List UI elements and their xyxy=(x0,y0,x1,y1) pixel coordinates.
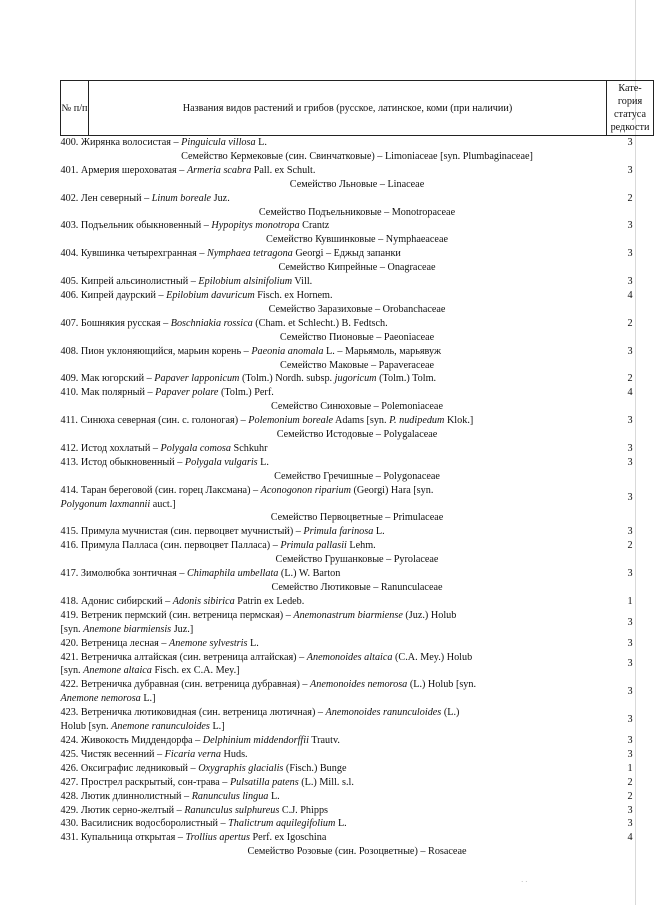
species-name: 429. Лютик серно-желтый – Ranunculus sulphureus C.J. Phipps xyxy=(60,804,329,816)
status-category: 3 xyxy=(627,442,633,454)
family-heading: Семейство Пионовые – Paeoniaceae xyxy=(279,331,435,343)
species-row xyxy=(61,525,654,539)
species-name: 418. Адонис сибирский – Adonis sibirica Patrin ex Ledeb. xyxy=(60,595,305,607)
status-category: 3 xyxy=(627,568,633,580)
species-row xyxy=(61,637,654,651)
status-category: 1 xyxy=(627,595,633,607)
family-row xyxy=(61,206,654,220)
family-heading: Семейство Лютиковые – Ranunculaceae xyxy=(271,582,443,593)
status-category: 3 xyxy=(627,345,633,357)
species-row xyxy=(61,609,654,637)
family-row xyxy=(61,150,654,164)
species-name: 431. Купальница открытая – Trollius apertus Perf. ex Igoschina xyxy=(60,832,327,844)
family-row xyxy=(61,303,654,317)
family-heading: Семейство Истодовые – Polygalaceae xyxy=(276,429,438,441)
family-row xyxy=(61,331,654,345)
species-row xyxy=(61,219,654,233)
species-name: 424. Живокость Миддендорфа – Delphinium middendorffii Trautv. xyxy=(60,734,340,746)
family-heading: Семейство Заразиховые – Orobanchaceae xyxy=(268,303,446,315)
table-header xyxy=(61,81,654,136)
species-name: 421. Ветреничка алтайская (син. ветреница алтайская) – Anemonoides altaica (C.A. Mey.) Holub [syn. Anemone altaica Fisch. ex C.A. Mey.] xyxy=(60,651,473,677)
family-heading: Семейство Синюховые – Polemoniaceae xyxy=(271,401,443,413)
status-category: 2 xyxy=(627,790,633,802)
family-heading: Семейство Грушанковые – Pyrolaceae xyxy=(275,554,439,566)
species-row xyxy=(61,734,654,748)
family-row xyxy=(61,178,654,192)
species-name: 406. Кипрей даурский – Epilobium davuricum Fisch. ex Hornem. xyxy=(60,289,333,301)
status-category: 3 xyxy=(627,456,633,468)
species-name: 420. Ветреница лесная – Anemone sylvestris L. xyxy=(60,637,259,649)
status-category: 3 xyxy=(627,658,633,670)
family-heading: Семейство Кермековые (син. Свинчатковые) – Limoniaceae [syn. Plumbaginaceae] xyxy=(181,150,533,162)
species-row xyxy=(61,567,654,581)
status-category: 3 xyxy=(627,748,633,760)
species-name: 401. Армерия шероховатая – Armeria scabra Pall. ex Schult. xyxy=(60,164,316,176)
species-name: 417. Зимолюбка зонтичная – Chimaphila umbellata (L.) W. Barton xyxy=(60,568,341,580)
species-name: 405. Кипрей альсинолистный – Epilobium alsinifolium Vill. xyxy=(60,276,313,288)
status-category: 2 xyxy=(627,317,633,329)
species-row xyxy=(61,386,654,400)
species-name: 422. Ветреничка дубравная (син. ветреница дубравная) – Anemonoides nemorosa (L.) Holub [syn. Anemone nemorosa L.] xyxy=(60,679,477,705)
family-heading: Семейство Маковые – Papaveraceae xyxy=(279,359,435,371)
family-row xyxy=(61,470,654,484)
species-row xyxy=(61,748,654,762)
status-category: 3 xyxy=(627,137,633,148)
species-name: 427. Прострел раскрытый, сон-трава – Pulsatilla patens (L.) Mill. s.l. xyxy=(60,776,354,788)
header-status-category: Кате-гория статуса редкости xyxy=(607,81,654,136)
species-name: 409. Мак югорский – Papaver lapponicum (Tolm.) Nordh. subsp. jugoricum (Tolm.) Tolm. xyxy=(60,373,437,385)
status-category: 3 xyxy=(627,616,633,628)
species-row xyxy=(61,247,654,261)
family-heading: Семейство Первоцветные – Primulaceae xyxy=(270,512,444,524)
species-row xyxy=(61,192,654,206)
species-name: 402. Лен северный – Linum boreale Juz. xyxy=(60,192,230,204)
family-heading: Семейство Розовые (син. Розоцветные) – Rosaceae xyxy=(247,846,467,858)
red-book-species-table xyxy=(60,80,654,859)
status-category: 3 xyxy=(627,415,633,427)
family-heading: Семейство Подъельниковые – Monotropaceae xyxy=(258,206,456,218)
species-name: 425. Чистяк весенний – Ficaria verna Huds. xyxy=(60,748,248,760)
status-category: 3 xyxy=(627,686,633,698)
family-heading: Семейство Кипрейные – Onagraceae xyxy=(278,262,436,274)
species-row xyxy=(61,539,654,553)
table-body xyxy=(61,136,654,860)
family-row xyxy=(61,553,654,567)
species-name: 404. Кувшинка четырехгранная – Nymphaea tetragona Georgi – Еджыд запанки xyxy=(60,248,401,260)
species-row xyxy=(61,442,654,456)
family-heading: Семейство Кувшинковые – Nymphaeaceae xyxy=(265,234,448,246)
species-name: 423. Ветреничка лютиковидная (син. ветреница лютичная) – Anemonoides ranunculoides (L.) Holub [syn. Anemone ranunculoides L.] xyxy=(60,707,460,733)
species-row xyxy=(61,762,654,776)
species-row xyxy=(61,136,654,150)
family-heading: Семейство Гречишные – Polygonaceae xyxy=(274,470,440,482)
species-row xyxy=(61,275,654,289)
species-row xyxy=(61,456,654,470)
status-category: 3 xyxy=(627,164,633,176)
family-heading: Семейство Льновые – Linaceae xyxy=(289,178,425,190)
status-category: 3 xyxy=(627,818,633,830)
status-category: 3 xyxy=(627,491,633,503)
family-row xyxy=(61,581,654,595)
species-row xyxy=(61,164,654,178)
family-row xyxy=(61,845,654,859)
status-category: 3 xyxy=(627,734,633,746)
header-number: № п/п xyxy=(61,81,89,136)
status-category: 3 xyxy=(627,276,633,288)
species-row xyxy=(61,345,654,359)
species-row xyxy=(61,776,654,790)
species-row xyxy=(61,289,654,303)
family-row xyxy=(61,233,654,247)
status-category: 4 xyxy=(627,387,633,399)
status-category: 4 xyxy=(627,832,633,844)
species-row xyxy=(61,414,654,428)
status-category: 3 xyxy=(627,248,633,260)
species-name: 411. Синюха северная (син. с. голоногая) – Polemonium boreale Adams [syn. P. nudipedum Klok.] xyxy=(60,415,474,427)
status-category: 3 xyxy=(627,637,633,649)
species-row xyxy=(61,804,654,818)
status-category: 2 xyxy=(627,540,633,552)
species-name: 414. Таран береговой (син. горец Лаксмана) – Aconogonon riparium (Georgi) Hara [syn. Polygonum laxmannii auct.] xyxy=(60,484,434,510)
species-row xyxy=(61,317,654,331)
status-category: 2 xyxy=(627,776,633,788)
status-category: 4 xyxy=(627,289,633,301)
family-row xyxy=(61,261,654,275)
species-name: 403. Подъельник обыкновенный – Hypopitys monotropa Crantz xyxy=(60,220,330,232)
species-row xyxy=(61,595,654,609)
species-name: 430. Василисник водосборолистный – Thalictrum aquilegifolium L. xyxy=(60,818,347,830)
species-row xyxy=(61,484,654,512)
species-row xyxy=(61,372,654,386)
species-row xyxy=(61,790,654,804)
family-row xyxy=(61,400,654,414)
species-name: 410. Мак полярный – Papaver polare (Tolm.) Perf. xyxy=(60,387,274,399)
species-row xyxy=(61,817,654,831)
header-species-names: Названия видов растений и грибов (русское, латинское, коми (при наличии) xyxy=(89,81,607,136)
species-row xyxy=(61,831,654,845)
family-row xyxy=(61,359,654,373)
species-name: 407. Бошнякия русская – Boschniakia rossica (Cham. et Schlecht.) B. Fedtsch. xyxy=(60,317,388,329)
species-name: 408. Пион уклоняющийся, марьин корень – Paeonia anomala L. – Марьямоль, марьявуж xyxy=(60,345,441,357)
species-row xyxy=(61,678,654,706)
species-row xyxy=(61,651,654,679)
species-name: 412. Истод хохлатый – Polygala comosa Schkuhr xyxy=(60,442,268,454)
family-row xyxy=(61,428,654,442)
status-category: 3 xyxy=(627,220,633,232)
status-category: 2 xyxy=(627,192,633,204)
status-category: 2 xyxy=(627,373,633,385)
family-row xyxy=(61,511,654,525)
species-name: 415. Примула мучнистая (син. первоцвет мучнистый) – Primula farinosa L. xyxy=(60,526,385,538)
status-category: 3 xyxy=(627,714,633,726)
species-name: 416. Примула Палласа (син. первоцвет Палласа) – Primula pallasii Lehm. xyxy=(60,540,376,552)
status-category: 3 xyxy=(627,804,633,816)
species-name: 428. Лютик длиннолистный – Ranunculus lingua L. xyxy=(60,790,280,802)
status-category: 1 xyxy=(627,762,633,774)
status-category: 3 xyxy=(627,526,633,538)
species-row xyxy=(61,706,654,734)
species-name: 400. Жирянка волосистая – Pinguicula villosa L. xyxy=(60,137,267,148)
species-name: 419. Ветреник пермский (син. ветреница пермская) – Anemonastrum biarmiense (Juz.) Holub [syn. Anemone biarmiensis Juz.] xyxy=(60,609,457,635)
scan-artifact: · · xyxy=(521,878,528,886)
species-name: 426. Оксиграфис ледниковый – Oxygraphis glacialis (Fisch.) Bunge xyxy=(60,762,347,774)
species-name: 413. Истод обыкновенный – Polygala vulgaris L. xyxy=(60,456,269,468)
